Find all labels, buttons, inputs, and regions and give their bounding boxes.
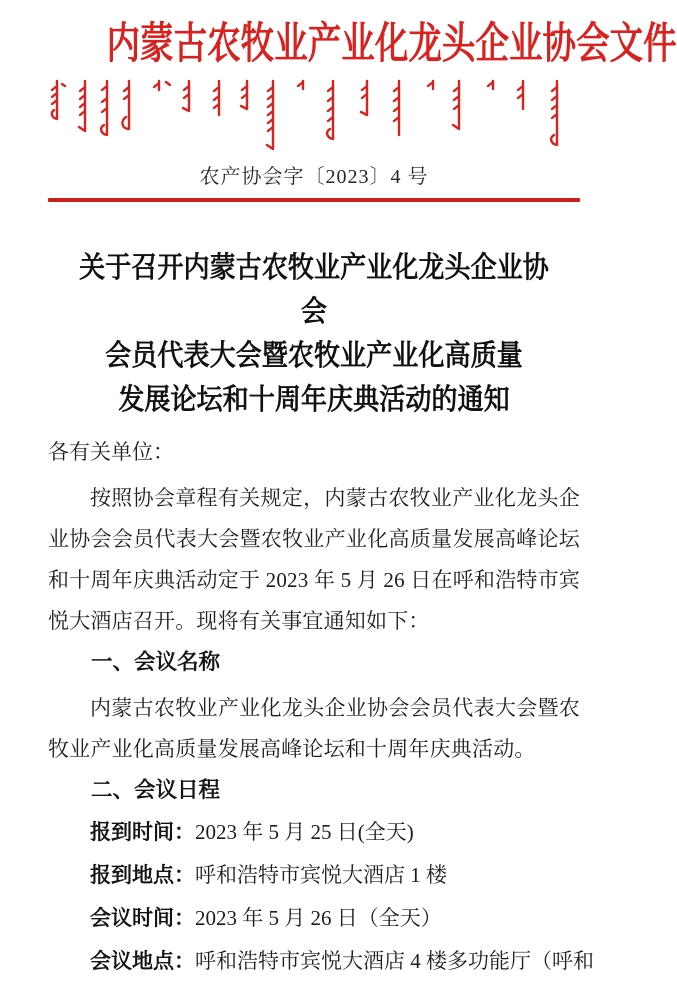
section-1-paragraph: 内蒙古农牧业产业化龙头企业协会会员代表大会暨农牧业产业化高质量发展高峰论坛和十周年庆典活动。 [48, 696, 580, 761]
schedule-value-checkin-time: 2023 年 5 月 25 日(全天) [195, 820, 414, 844]
document-title-line-1: 关于召开内蒙古农牧业产业化龙头企业协会 [79, 252, 549, 328]
schedule-label-checkin-time: 报到时间： [90, 820, 195, 844]
schedule-label-meeting-place: 会议地点： [90, 949, 195, 973]
schedule-row-meeting-place [48, 940, 594, 983]
schedule-value-meeting-place: 呼和浩特市宾悦大酒店 4 楼多功能厅（呼和 [195, 949, 594, 973]
schedule-value-meeting-time: 2023 年 5 月 26 日（全天） [195, 906, 442, 930]
mongolian-script-icon [48, 78, 580, 152]
document-title-line-3: 发展论坛和十周年庆典活动的通知 [118, 384, 510, 416]
section-1-heading: 一、会议名称 [91, 650, 221, 675]
schedule-row-checkin-time [48, 811, 580, 854]
document-title [75, 246, 554, 422]
intro-paragraph: 按照协会章程有关规定，内蒙古农牧业产业化龙头企业协会会员代表大会暨农牧业产业化高质量发展高峰论坛和十周年庆典活动定于 2023 年 5 月 26 日在呼和浩特市宾悦大酒店召开。现将有关事宜通知如下： [48, 486, 580, 633]
schedule-label-checkin-place: 报到地点： [90, 863, 195, 887]
schedule-value-checkin-place: 呼和浩特市宾悦大酒店 1 楼 [195, 863, 447, 887]
section-2-heading: 二、会议日程 [91, 778, 221, 803]
red-divider [48, 198, 580, 202]
schedule-row-meeting-time [48, 897, 580, 940]
document-title-line-2: 会员代表大会暨农牧业产业化高质量 [105, 340, 523, 372]
doc-number: 农产协会字〔2023〕4 号 [199, 166, 429, 188]
schedule-row-checkin-place [48, 854, 580, 897]
salutation: 各有关单位： [48, 440, 174, 464]
letterhead-org-title: 内蒙古农牧业产业化龙头企业协会文件 [106, 21, 677, 68]
schedule-label-meeting-time: 会议时间： [90, 906, 195, 930]
